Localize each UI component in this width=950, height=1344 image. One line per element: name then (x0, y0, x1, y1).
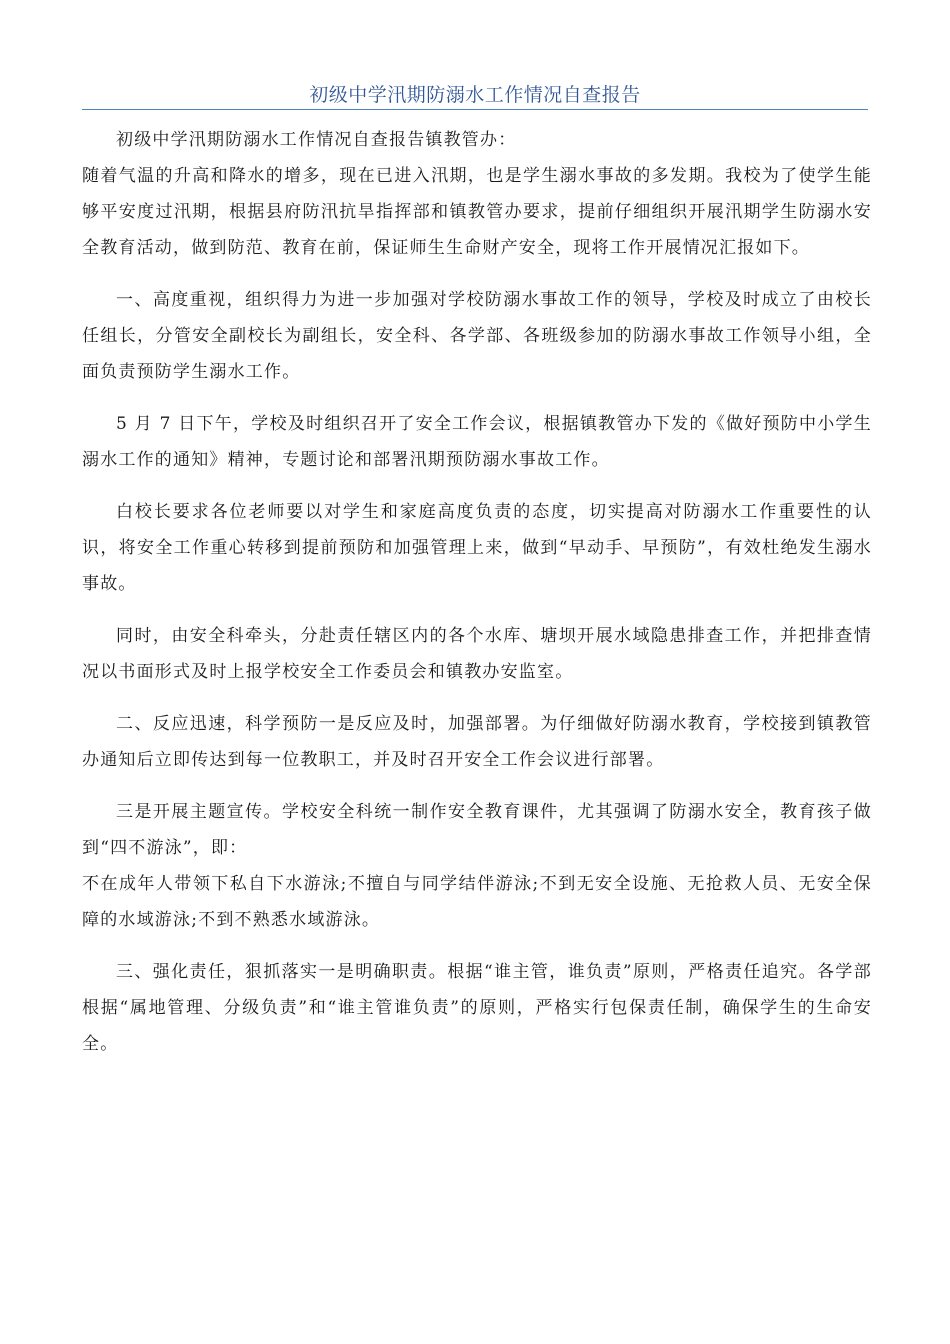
paragraph-principal-requirements: 白校长要求各位老师要以对学生和家庭高度负责的态度，切实提高对防溺水工作重要性的认识，将安全工作重心转移到提前预防和加强管理上来，做到“早动手、早预防”，有效杜绝发生溺水事故。 (82, 502, 872, 594)
paragraph-section-two: 二、反应迅速，科学预防一是反应及时，加强部署。为仔细做好防溺水教育，学校接到镇教管办通知后立即传达到每一位教职工，并及时召开安全工作会议进行部署。 (82, 714, 872, 770)
paragraph-hazard-inspection: 同时，由安全科牵头，分赴责任辖区内的各个水库、塘坝开展水域隐患排查工作，并把排查情况以书面形式及时上报学校安全工作委员会和镇教办安监室。 (82, 626, 872, 682)
paragraph-salutation: 初级中学汛期防溺水工作情况自查报告镇教管办： (116, 130, 517, 150)
title-underline (82, 109, 868, 110)
paragraph-theme-publicity: 三是开展主题宣传。学校安全科统一制作安全教育课件，尤其强调了防溺水安全，教育孩子做到“四不游泳”，即： (82, 802, 872, 858)
paragraph-intro: 随着气温的升高和降水的增多，现在已进入汛期，也是学生溺水事故的多发期。我校为了使学生能够平安度过汛期，根据县府防汛抗旱指挥部和镇教管办要求，提前仔细组织开展汛期学生防溺水安全教育活动，做到防范、教育在前，保证师生生命财产安全，现将工作开展情况汇报如下。 (82, 166, 872, 258)
paragraph-meeting: 5 月 7 日下午，学校及时组织召开了安全工作会议，根据镇教管办下发的《做好预防中小学生溺水工作的通知》精神，专题讨论和部署汛期预防溺水事故工作。 (82, 414, 872, 470)
document-title: 初级中学汛期防溺水工作情况自查报告 (309, 84, 641, 106)
document-body (82, 122, 872, 1062)
paragraph-four-no-swimming: 不在成年人带领下私自下水游泳;不擅自与同学结伴游泳;不到无安全设施、无抢救人员、无安全保障的水域游泳;不到不熟悉水域游泳。 (82, 874, 872, 930)
paragraph-section-one: 一、高度重视，组织得力为进一步加强对学校防溺水事故工作的领导，学校及时成立了由校长任组长，分管安全副校长为副组长，安全科、各学部、各班级参加的防溺水事故工作领导小组，全面负责预防学生溺水工作。 (82, 290, 872, 382)
paragraph-section-three: 三、强化责任，狠抓落实一是明确职责。根据“谁主管，谁负责”原则，严格责任追究。各学部根据“属地管理、分级负责”和“谁主管谁负责”的原则，严格实行包保责任制，确保学生的生命安全。 (82, 962, 872, 1054)
